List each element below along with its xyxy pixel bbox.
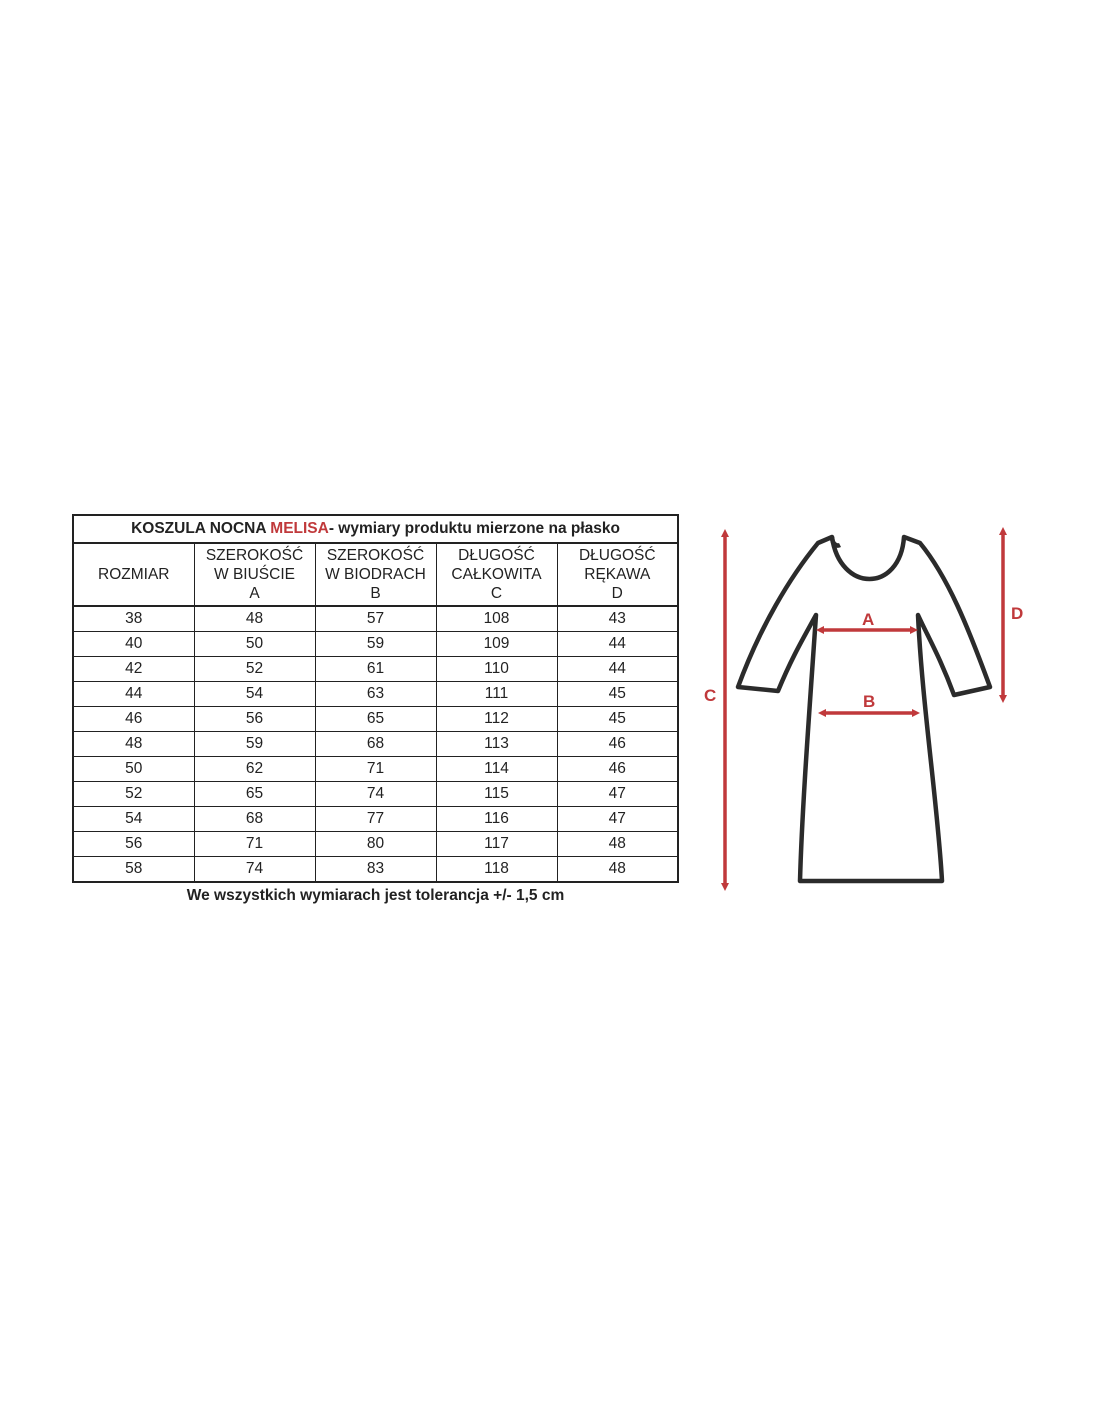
table-row [73,857,678,883]
cell-sleeve-length: 46 [557,732,678,757]
table-row [73,757,678,782]
cell-hip-width: 68 [315,732,436,757]
cell-size: 48 [73,732,194,757]
cell-hip-width: 59 [315,632,436,657]
cell-total-length: 115 [436,782,557,807]
table-header-row [73,543,678,606]
cell-size: 54 [73,807,194,832]
cell-size: 44 [73,682,194,707]
header-line: C [490,585,503,602]
cell-total-length: 108 [436,606,557,632]
cell-sleeve-length: 47 [557,782,678,807]
cell-bust-width: 62 [194,757,315,782]
cell-size: 58 [73,857,194,883]
cell-total-length: 118 [436,857,557,883]
cell-hip-width: 77 [315,807,436,832]
cell-total-length: 113 [436,732,557,757]
header-total-length [436,543,557,606]
cell-hip-width: 80 [315,832,436,857]
neckline [832,537,840,546]
cell-size: 52 [73,782,194,807]
cell-sleeve-length: 44 [557,632,678,657]
table-title-prefix: KOSZULA NOCNA [131,520,271,537]
cell-total-length: 110 [436,657,557,682]
header-line: D [611,585,623,602]
label-a: A [862,610,875,629]
cell-total-length: 109 [436,632,557,657]
header-line: DŁUGOŚĆ [458,547,535,564]
cell-size: 50 [73,757,194,782]
cell-sleeve-length: 45 [557,682,678,707]
cell-bust-width: 50 [194,632,315,657]
table-title-product-name: MELISA [270,520,329,537]
header-bust-width [194,543,315,606]
header-line: A [249,585,260,602]
cell-sleeve-length: 43 [557,606,678,632]
label-c: C [704,686,717,705]
header-line: B [370,585,381,602]
label-b: B [863,692,876,711]
cell-bust-width: 74 [194,857,315,883]
table-row [73,657,678,682]
header-line: W BIODRACH [325,566,426,583]
cell-bust-width: 65 [194,782,315,807]
cell-sleeve-length: 48 [557,857,678,883]
cell-size: 56 [73,832,194,857]
header-line: ROZMIAR [98,566,170,583]
garment-diagram [690,515,1040,895]
cell-sleeve-length: 44 [557,657,678,682]
table-row [73,807,678,832]
cell-hip-width: 71 [315,757,436,782]
table-row [73,682,678,707]
table-body [73,606,678,882]
cell-size: 46 [73,707,194,732]
cell-sleeve-length: 47 [557,807,678,832]
cell-total-length: 114 [436,757,557,782]
header-hip-width [315,543,436,606]
cell-hip-width: 83 [315,857,436,883]
table-row [73,782,678,807]
header-line: W BIUŚCIE [214,566,295,583]
cell-bust-width: 56 [194,707,315,732]
cell-hip-width: 57 [315,606,436,632]
cell-bust-width: 59 [194,732,315,757]
cell-total-length: 111 [436,682,557,707]
size-table [72,514,679,883]
table-row [73,632,678,657]
cell-total-length: 112 [436,707,557,732]
cell-bust-width: 52 [194,657,315,682]
cell-bust-width: 71 [194,832,315,857]
header-sleeve-length [557,543,678,606]
cell-sleeve-length: 48 [557,832,678,857]
cell-total-length: 116 [436,807,557,832]
cell-bust-width: 68 [194,807,315,832]
cell-size: 42 [73,657,194,682]
table-row [73,707,678,732]
header-size [73,543,194,606]
table-title [73,515,678,543]
label-d: D [1011,604,1024,623]
cell-size: 38 [73,606,194,632]
cell-bust-width: 48 [194,606,315,632]
cell-size: 40 [73,632,194,657]
cell-total-length: 117 [436,832,557,857]
header-line: SZEROKOŚĆ [326,547,425,564]
header-line: SZEROKOŚĆ [205,547,304,564]
table-row [73,832,678,857]
cell-hip-width: 74 [315,782,436,807]
cell-hip-width: 65 [315,707,436,732]
cell-sleeve-length: 46 [557,757,678,782]
table-row [73,606,678,632]
header-line: DŁUGOŚĆ [578,547,656,564]
table-title-suffix: - wymiary produktu mierzone na płasko [328,520,620,537]
cell-hip-width: 63 [315,682,436,707]
cell-bust-width: 54 [194,682,315,707]
table-row [73,732,678,757]
cell-sleeve-length: 45 [557,707,678,732]
header-line: RĘKAWA [584,566,651,583]
header-line: CAŁKOWITA [451,566,542,583]
tolerance-note: We wszystkich wymiarach jest tolerancja +/- 1,5 cm [186,887,565,904]
cell-hip-width: 61 [315,657,436,682]
